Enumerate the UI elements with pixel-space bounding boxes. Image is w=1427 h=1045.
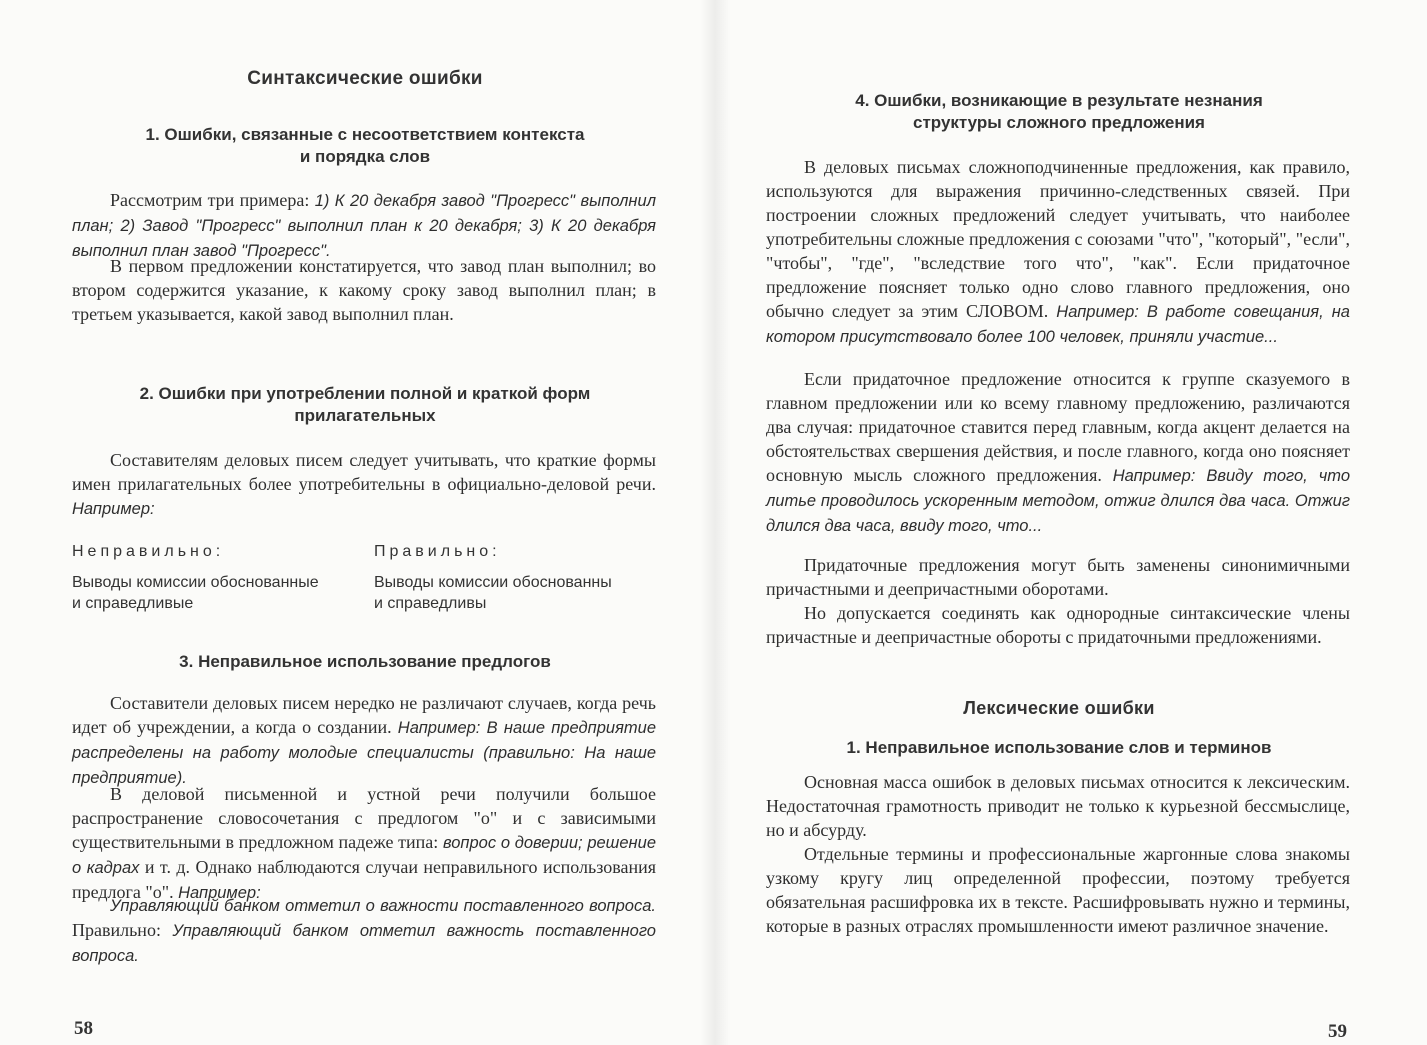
right-page — [714, 0, 1427, 1045]
heading-1-line-2: и порядка слов — [299, 147, 431, 166]
paragraph-s4-1: В деловых письмах сложноподчиненные предложения, как правило, используются для выражения причинно-следственных связей. При построении сложных предложений следует учитывать, что наиболее употребительны сложные предложения с союзами "что", "который", "если", "чтобы", "где", "вследствие того что", "как". Если придаточное предложение поясняет только одно слово главного предложения, оно обычно следует за этим СЛОВОМ. Например: В работе совещания, на котором присутствовало более 100 человек, приняли участие... — [766, 157, 1350, 346]
paragraph-s3-3: Управляющий банком отметил о важности поставленного вопроса. Правильно: Управляющий банком отметил важность поставленного вопроса. — [72, 897, 656, 965]
heading-2-line-2: прилагательных — [294, 406, 436, 425]
paragraph-s3-2: В деловой письменной и устной речи получили большое распространение словосочетания с предлогом "о" и с зависимыми существительными в предложном падеже типа: вопрос о доверии; решение о кадрах и т. д. Однако наблюдаются случаи неправильного использования предлога "о". Например: — [72, 784, 657, 902]
paragraph-lex-1: Основная масса ошибок в деловых письмах относится к лексическим. Недостаточная грамотность приводит не только к курьезной бессмыслице, но и абсурду. — [766, 772, 1350, 840]
heading-4 — [754, 90, 1364, 134]
section-title-lexical: Лексические ошибки — [963, 698, 1155, 718]
right-label: Правильно: — [374, 543, 501, 560]
paragraph-s3-1: Составители деловых писем нередко не различают случаев, когда речь идет об учреждении, а когда о создании. Например: В наше предприятие распределены на работу молодые специалисты (правильно: На наше предприятие). — [72, 693, 656, 787]
paragraph-s4-2: Если придаточное предложение относится к группе сказуемого в главном предложении или ко всему главному предложению, различаются два случая: придаточное ставится перед главным, когда акцент делается на обстоятельствах свершения действия, и после главного, когда оно поясняет основную мысль сложного предложения. Например: Ввиду того, что литье проводилось ускоренным методом, отжиг длился два часа. Отжиг длился два часа, ввиду того, что... — [766, 369, 1351, 535]
heading-4-line-1: 4. Ошибки, возникающие в результате незнания — [855, 91, 1263, 110]
heading-4-line-2: структуры сложного предложения — [913, 113, 1205, 132]
paragraph-lex-2: Отдельные термины и профессиональные жаргонные слова знакомы узкому кругу лиц определенной профессии, поэтому требуется обязательная расшифровка их в тексте. Расшифровывать нужно и термины, которые в разных отраслях промышленности имеют различное значение. — [766, 844, 1350, 936]
heading-1-line-1: 1. Ошибки, связанные с несоответствием контекста — [145, 125, 585, 144]
paragraph-s4-4: Но допускается соединять как однородные синтаксические члены причастные и деепричастные обороты с придаточными предложениями. — [766, 603, 1350, 647]
wrong-example: Выводы комиссии обоснованные и справедливые — [72, 574, 319, 612]
right-example: Выводы комиссии обоснованны и справедливы — [374, 574, 612, 612]
wrong-label: Неправильно: — [72, 543, 225, 560]
heading-1 — [60, 124, 670, 168]
heading-2 — [60, 383, 670, 427]
paragraph-s1-2: В первом предложении констатируется, что завод план выполнил; во втором содержится указание, к какому сроку завод выполнил план; в третьем указывается, какой завод выполнил план. — [72, 256, 656, 324]
paragraph-s2-1: Составителям деловых писем следует учитывать, что краткие формы имен прилагательных более употребительны в официально-деловой речи. Например: — [72, 450, 656, 518]
page-number-left: 58 — [74, 1018, 93, 1039]
paragraph-s4-3: Придаточные предложения могут быть заменены синонимичными причастными и деепричастными оборотами. — [766, 555, 1350, 599]
heading-3: 3. Неправильное использование предлогов — [179, 652, 551, 671]
paragraph-s1-1: Рассмотрим три примера: 1) К 20 декабря завод "Прогресс" выполнил план; 2) Завод "Прогресс" выполнил план к 20 декабря; 3) К 20 декабря выполнил план завод "Прогресс". — [72, 190, 656, 260]
page-number-right: 59 — [1328, 1021, 1347, 1042]
section-title-syntax: Синтаксические ошибки — [247, 68, 483, 89]
heading-lex-1: 1. Неправильное использование слов и терминов — [846, 738, 1272, 757]
heading-2-line-1: 2. Ошибки при употреблении полной и краткой форм — [139, 384, 591, 403]
